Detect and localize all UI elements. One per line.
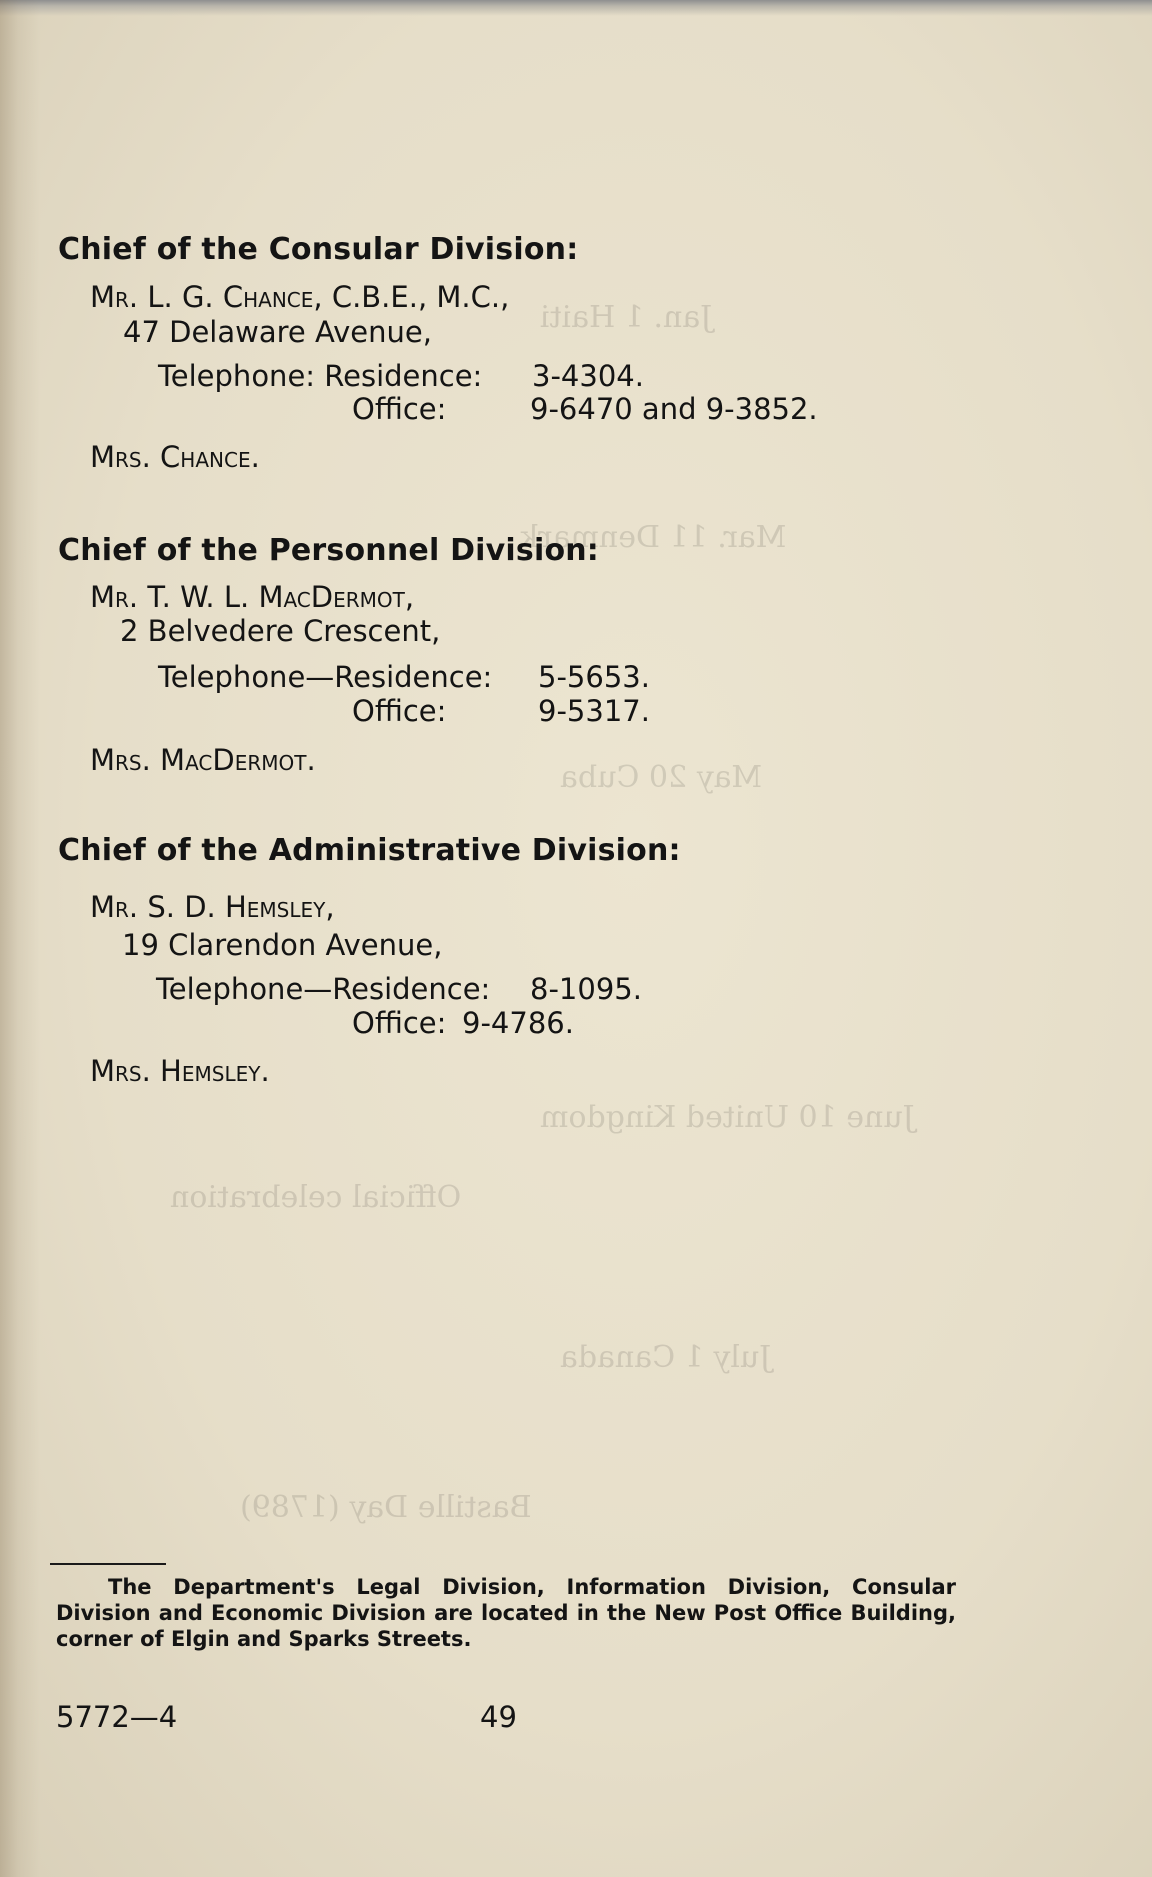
bleed-through-text: May 20 Cuba — [560, 760, 763, 795]
address-consular: 47 Delaware Avenue, — [123, 315, 432, 349]
bleed-through-text: June 10 United Kingdom — [540, 1100, 915, 1135]
section-heading-administrative: Chief of the Administrative Division: — [58, 833, 681, 868]
residence-phone-administrative: 8-1095. — [530, 972, 642, 1006]
office-label-administrative: Office: — [352, 1006, 447, 1040]
office-phone-administrative: 9-4786. — [462, 1006, 574, 1040]
telephone-label-personnel: Telephone—Residence: — [158, 660, 493, 694]
bleed-through-text: Mar. 11 Denmark — [520, 520, 787, 555]
address-administrative: 19 Clarendon Avenue, — [122, 928, 443, 962]
chief-name-consular: Mr. L. G. Chance, C.B.E., M.C., — [90, 280, 510, 314]
signature-code: 5772—4 — [56, 1700, 178, 1734]
spouse-consular: Mrs. Chance. — [90, 440, 260, 474]
chief-name-personnel: Mr. T. W. L. MacDermot, — [90, 580, 415, 614]
bleed-through-text: July 1 Canada — [560, 1340, 772, 1375]
section-heading-consular: Chief of the Consular Division: — [58, 232, 579, 267]
office-phone-personnel: 9-5317. — [538, 694, 650, 728]
address-personnel: 2 Belvedere Crescent, — [120, 614, 441, 648]
spouse-personnel: Mrs. MacDermot. — [90, 743, 316, 777]
section-heading-personnel: Chief of the Personnel Division: — [58, 533, 600, 568]
bleed-through-text: Bastille Day (1789) — [240, 1490, 532, 1525]
residence-phone-personnel: 5-5653. — [538, 660, 650, 694]
office-label-personnel: Office: — [352, 694, 447, 728]
page-number: 49 — [480, 1700, 517, 1734]
telephone-label-consular: Telephone: Residence: — [158, 359, 483, 393]
spouse-administrative: Mrs. Hemsley. — [90, 1054, 270, 1088]
office-phone-consular: 9-6470 and 9-3852. — [530, 392, 818, 426]
telephone-label-administrative: Telephone—Residence: — [156, 972, 491, 1006]
bleed-through-text: Jan. 1 Haiti — [540, 300, 713, 335]
footnote: The Department's Legal Division, Information Division, Consular Division and Economic Division are located in the New Post Office Building, corner of Elgin and Sparks Streets. — [56, 1575, 956, 1651]
residence-phone-consular: 3-4304. — [532, 359, 644, 393]
bleed-through-text: Official celebration — [170, 1180, 462, 1215]
chief-name-administrative: Mr. S. D. Hemsley, — [90, 890, 335, 924]
footnote-rule — [50, 1563, 166, 1565]
office-label-consular: Office: — [352, 392, 447, 426]
